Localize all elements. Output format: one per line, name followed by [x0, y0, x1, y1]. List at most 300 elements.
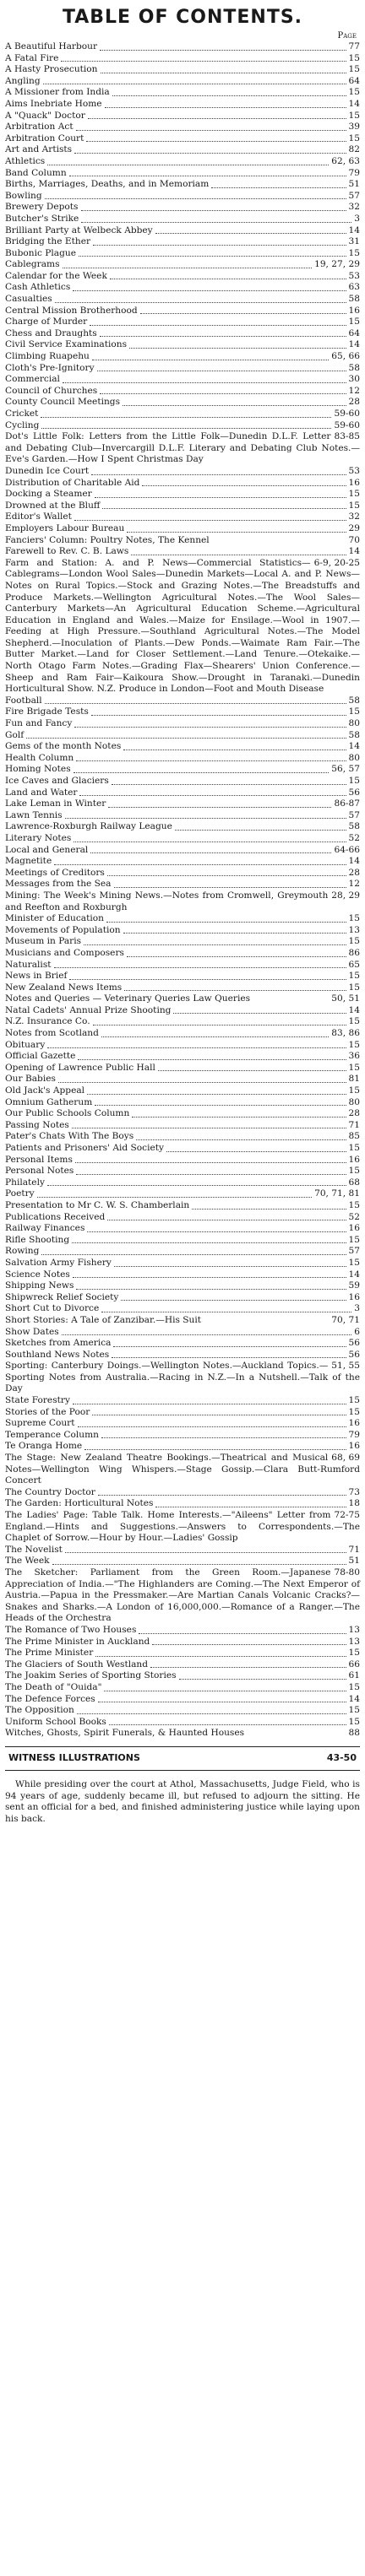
toc-entry-label: Naturalist — [5, 959, 52, 970]
toc-entry-label: Short Stories: A Tale of Zanzibar.—His Suit — [5, 1314, 201, 1325]
dot-leader — [54, 864, 346, 865]
toc-entry-label: County Council Meetings — [5, 397, 121, 408]
toc-entry-page: 57 — [348, 809, 360, 820]
toc-entry-label: Aims Inebriate Home — [5, 98, 102, 109]
toc-entry — [5, 1143, 360, 1155]
divider — [5, 1770, 360, 1771]
toc-entry-page: 14 — [348, 225, 360, 235]
toc-entry-page: 61 — [348, 1670, 360, 1681]
toc-entry-label: Casualties — [5, 294, 52, 305]
toc-entry — [5, 111, 360, 122]
toc-entry-page: 3 — [354, 213, 360, 224]
toc-entry-label: Witches, Ghosts, Spirit Funerals, & Haunted Houses — [5, 1728, 245, 1739]
dot-leader — [173, 1013, 346, 1014]
toc-entry-page: 15 — [348, 1648, 360, 1659]
dot-leader — [108, 807, 331, 808]
toc-entry-label: A Missioner from India — [5, 87, 110, 98]
toc-entry — [5, 133, 360, 145]
toc-entry-page: 28 — [348, 1108, 360, 1119]
toc-entry — [5, 1188, 360, 1200]
toc-entry-page: 63 — [348, 282, 360, 293]
toc-entry-label: Arbitration Act — [5, 122, 74, 133]
dot-leader — [91, 474, 346, 475]
dot-leader — [139, 1633, 346, 1634]
dot-leader — [78, 1426, 346, 1427]
dot-leader — [90, 325, 346, 326]
toc-entry-label: Art and Artists — [5, 144, 73, 155]
toc-entry-label: Cycling — [5, 419, 40, 430]
toc-entry — [5, 53, 360, 65]
toc-entry-page: 83-85 — [334, 431, 360, 442]
dot-leader — [106, 922, 346, 923]
dot-leader — [98, 1495, 346, 1496]
toc-entry-label: Notes and Queries — Veterinary Queries Law Queries — [5, 993, 251, 1004]
dot-leader — [112, 784, 346, 785]
toc-entry — [5, 993, 360, 1005]
dot-leader — [65, 1552, 346, 1553]
toc-entry — [5, 764, 360, 776]
dot-leader — [77, 1713, 346, 1714]
dot-leader — [101, 1437, 346, 1438]
toc-entry-label: Minister of Education — [5, 913, 104, 924]
toc-entry — [5, 397, 360, 409]
toc-entry — [5, 294, 360, 306]
toc-entry-page: 15 — [348, 706, 360, 717]
toc-entry — [5, 1441, 360, 1453]
toc-entry-label: The Country Doctor — [5, 1486, 95, 1497]
toc-entry — [5, 879, 360, 890]
toc-entry-page: 81 — [348, 1074, 360, 1085]
toc-entry-label: Cricket — [5, 409, 39, 419]
toc-entry-page: 86-87 — [334, 798, 360, 809]
toc-entry-page: 16 — [348, 305, 360, 316]
toc-entry-label: Personal Notes — [5, 1166, 74, 1177]
toc-entry-label: The Week — [5, 1556, 50, 1567]
toc-entry — [5, 489, 360, 501]
toc-entry-page: 14 — [348, 856, 360, 867]
toc-entry-page: 53 — [348, 270, 360, 281]
toc-entry-label: The Glaciers of South Westland — [5, 1659, 149, 1670]
toc-entry-label: Bubonic Plague — [5, 247, 76, 258]
toc-entry-page: 28 — [348, 867, 360, 878]
toc-entry-label: Dunedin Ice Court — [5, 465, 90, 476]
toc-entry-label: Drowned at the Bluff — [5, 500, 101, 511]
toc-entry — [5, 1040, 360, 1052]
dot-leader — [87, 1231, 346, 1232]
toc-entry-page: 65, 66 — [331, 351, 360, 362]
toc-entry — [5, 1556, 360, 1567]
toc-entry-page: 15 — [348, 500, 360, 511]
toc-entry-page: 73 — [348, 1486, 360, 1497]
dot-leader — [74, 520, 346, 521]
dot-leader — [74, 727, 346, 728]
toc-entry-page: 62, 63 — [331, 155, 360, 166]
toc-entry-page: 15 — [348, 247, 360, 258]
toc-entry-page: 15 — [348, 913, 360, 924]
dot-leader — [55, 302, 346, 303]
toc-entry — [5, 695, 360, 707]
toc-entry — [5, 1395, 360, 1407]
toc-entry-page: 15 — [348, 1016, 360, 1027]
toc-entry — [5, 1430, 360, 1442]
toc-entry-page: 86 — [348, 947, 360, 958]
toc-entry-label: Presentation to Mr C. W. S. Chamberlain — [5, 1199, 190, 1210]
toc-entry — [5, 478, 360, 490]
toc-entry-page: 14 — [348, 1004, 360, 1015]
toc-entry-label: A Beautiful Harbour — [5, 41, 98, 51]
toc-entry — [5, 1418, 360, 1430]
toc-entry — [5, 936, 360, 948]
toc-entry-label: Patients and Prisoners' Aid Society — [5, 1143, 164, 1153]
dot-leader — [192, 1209, 346, 1210]
toc-entry-label: Opening of Lawrence Public Hall — [5, 1062, 155, 1073]
toc-entry-label: N.Z. Insurance Co. — [5, 1016, 90, 1027]
dot-leader — [102, 508, 346, 509]
dot-leader — [132, 1117, 346, 1118]
toc-entry-label: Mining: The Week's Mining News.—Notes from Cromwell, Greymouth and Reefton and Roxburgh — [5, 890, 329, 912]
toc-entry-page: 15 — [348, 1039, 360, 1050]
toc-entry-label: Stories of the Poor — [5, 1406, 90, 1417]
toc-entry — [5, 202, 360, 214]
toc-entry-label: Angling — [5, 75, 41, 86]
toc-entry-label: Lake Leman in Winter — [5, 798, 106, 809]
dot-leader — [41, 428, 331, 429]
toc-entry — [5, 913, 360, 925]
divider — [5, 1746, 360, 1747]
dot-leader — [54, 967, 346, 968]
toc-entry-page: 28, 29 — [331, 890, 360, 901]
toc-entry-label: The Defence Forces — [5, 1693, 95, 1704]
toc-entry-page: 78-80 — [334, 1567, 360, 1578]
toc-entry — [5, 1235, 360, 1247]
toc-entry — [5, 431, 360, 466]
toc-entry-label: Messages from the Sea — [5, 879, 112, 890]
toc-entry-label: Philately — [5, 1177, 45, 1188]
toc-entry — [5, 948, 360, 960]
news-paragraph: While presiding over the court at Athol, Massachusetts, Judge Field, who is 94 years of age, suddenly became ill, but refused to adjourn the sitting. He sent an official for a bed, and finished administering justice while laying upon his back. — [5, 1778, 360, 1825]
toc-entry — [5, 1682, 360, 1694]
toc-entry-page: 12 — [348, 385, 360, 396]
toc-entry — [5, 971, 360, 982]
toc-entry-label: Distribution of Charitable Aid — [5, 477, 140, 488]
toc-entry — [5, 890, 360, 913]
toc-entry — [5, 214, 360, 225]
toc-entry-label: Passing Notes — [5, 1119, 69, 1130]
toc-entry — [5, 706, 360, 718]
toc-entry-label: The Prime Minister in Auckland — [5, 1636, 150, 1647]
toc-entry-page: 50, 51 — [331, 993, 360, 1004]
toc-entry-label: Land and Water — [5, 787, 78, 798]
toc-entry — [5, 501, 360, 512]
witness-label: WITNESS ILLUSTRATIONS — [8, 1751, 140, 1763]
toc-entry-label: The Garden: Horticultural Notes — [5, 1498, 154, 1509]
toc-entry-label: Shipwreck Relief Society — [5, 1291, 119, 1302]
toc-entry-page: 16 — [348, 1154, 360, 1165]
toc-entry — [5, 798, 360, 810]
toc-entry-label: Shipping News — [5, 1280, 74, 1291]
toc-entry — [5, 386, 360, 398]
toc-entry-label: Railway Finances — [5, 1223, 85, 1234]
toc-entry-page: 59 — [348, 1280, 360, 1291]
toc-entry — [5, 1005, 360, 1017]
toc-entry-page: 14 — [348, 1693, 360, 1704]
dot-leader — [45, 703, 346, 704]
toc-entry-page: 15 — [348, 64, 360, 75]
toc-entry — [5, 420, 360, 432]
toc-entry-page: 14 — [348, 741, 360, 752]
toc-entry — [5, 1670, 360, 1682]
witness-illustrations-entry — [5, 1752, 360, 1763]
toc-entry-label: Meetings of Creditors — [5, 867, 105, 878]
toc-entry-page: 82 — [348, 144, 360, 155]
toc-entry-page: 79 — [348, 1429, 360, 1440]
toc-entry-label: Calendar for the Week — [5, 270, 107, 281]
toc-entry — [5, 1350, 360, 1361]
toc-entry — [5, 1246, 360, 1258]
toc-entry — [5, 282, 360, 294]
toc-entry-label: Births, Marriages, Deaths, and in Memoriam — [5, 179, 210, 190]
toc-entry — [5, 328, 360, 340]
toc-entry — [5, 753, 360, 765]
toc-entry — [5, 1625, 360, 1637]
toc-entry-page: 57 — [348, 1246, 360, 1257]
toc-entry — [5, 306, 360, 317]
toc-entry — [5, 1016, 360, 1028]
toc-entry-page: 59-60 — [334, 409, 360, 419]
toc-entry-page: 15 — [348, 1257, 360, 1268]
toc-entry-label: Literary Notes — [5, 832, 72, 843]
toc-entry-label: Climbing Ruapehu — [5, 351, 90, 362]
toc-entry-label: Band Column — [5, 167, 67, 178]
toc-entry-page: 51 — [348, 179, 360, 190]
dot-leader — [37, 1197, 312, 1198]
toc-entry — [5, 868, 360, 879]
dot-leader — [121, 1300, 346, 1301]
toc-entry-label: New Zealand News Items — [5, 982, 123, 993]
toc-entry — [5, 558, 360, 695]
toc-entry-page: 6-9, 20-25 — [313, 557, 360, 568]
toc-entry — [5, 1097, 360, 1109]
toc-entry — [5, 1338, 360, 1350]
dot-leader — [175, 830, 346, 831]
toc-entry-page: 58 — [348, 695, 360, 706]
toc-entry — [5, 1361, 360, 1395]
dot-leader — [58, 1082, 346, 1083]
toc-entry — [5, 1407, 360, 1419]
dot-leader — [142, 485, 346, 486]
dot-leader — [52, 1564, 346, 1565]
toc-entry-label: Southland News Notes — [5, 1349, 110, 1360]
toc-entry — [5, 144, 360, 156]
contents-list — [5, 41, 360, 1740]
dot-leader — [91, 715, 346, 716]
toc-entry-page: 15 — [348, 1085, 360, 1096]
dot-leader — [152, 1644, 346, 1645]
dot-leader — [179, 1679, 346, 1680]
toc-entry-page: 15 — [348, 776, 360, 786]
dot-leader — [76, 1289, 346, 1290]
dot-leader — [166, 1151, 346, 1152]
toc-entry — [5, 1223, 360, 1235]
dot-leader — [114, 887, 346, 888]
dot-leader — [79, 795, 346, 796]
toc-entry-page: 80 — [348, 752, 360, 763]
toc-entry — [5, 1728, 360, 1740]
toc-entry-page: 15 — [348, 1143, 360, 1153]
toc-entry-page: 39 — [348, 122, 360, 133]
toc-entry-label: Salvation Army Fishery — [5, 1257, 112, 1268]
toc-entry-page: 19, 27, 29 — [314, 259, 360, 270]
toc-entry-label: Council of Churches — [5, 385, 98, 396]
toc-entry-label: The Joakim Series of Sporting Stories — [5, 1670, 177, 1681]
toc-entry-page: 16 — [348, 1441, 360, 1452]
toc-entry-page: 28 — [348, 397, 360, 408]
toc-entry-label: Chess and Draughts — [5, 327, 97, 338]
dot-leader — [100, 393, 346, 394]
toc-entry-label: Obituary — [5, 1039, 46, 1050]
dot-leader — [93, 1025, 346, 1026]
toc-entry-page: 30 — [348, 374, 360, 385]
page-column-header: Page — [337, 31, 357, 41]
toc-entry — [5, 1200, 360, 1212]
toc-entry — [5, 1177, 360, 1189]
toc-entry — [5, 409, 360, 420]
toc-entry — [5, 1063, 360, 1074]
dot-leader — [79, 256, 346, 257]
dot-leader — [47, 1047, 346, 1048]
toc-entry — [5, 1280, 360, 1292]
dot-leader — [127, 956, 346, 957]
toc-entry-label: Bridging the Ether — [5, 236, 91, 247]
toc-entry-label: Docking a Steamer — [5, 489, 92, 500]
dot-leader — [74, 153, 346, 154]
dot-leader — [75, 1162, 346, 1163]
dot-leader — [62, 1334, 352, 1335]
dot-leader — [86, 141, 346, 142]
toc-entry-label: Arbitration Court — [5, 133, 84, 143]
toc-entry-page: 3 — [354, 1303, 360, 1314]
toc-entry-page: 70, 71, 81 — [314, 1188, 360, 1199]
toc-entry-page: 13 — [348, 1624, 360, 1635]
dot-leader — [95, 1105, 346, 1106]
dot-leader — [93, 245, 346, 246]
dot-leader — [76, 130, 346, 131]
toc-entry-page: 66 — [348, 1659, 360, 1670]
dot-leader — [81, 210, 346, 211]
dot-leader — [158, 1070, 346, 1071]
dot-leader — [105, 107, 346, 108]
toc-entry-page: 79 — [348, 167, 360, 178]
toc-entry — [5, 1705, 360, 1717]
toc-entry-page: 70 — [348, 534, 360, 545]
toc-entry-label: Musicians and Composers — [5, 947, 124, 958]
dot-leader — [95, 497, 346, 498]
toc-entry-page: 15 — [348, 936, 360, 947]
dot-leader — [136, 1139, 346, 1140]
toc-entry-page: 70, 71 — [331, 1314, 360, 1325]
dot-leader — [211, 187, 346, 188]
dot-leader — [114, 1266, 346, 1267]
toc-entry-page: 14 — [348, 98, 360, 109]
toc-entry — [5, 1567, 360, 1625]
toc-entry — [5, 730, 360, 742]
dot-leader — [41, 417, 331, 418]
dot-leader — [123, 405, 346, 406]
dot-leader — [95, 1656, 346, 1657]
toc-entry-label: Homing Notes — [5, 764, 71, 775]
toc-entry-label: The Prime Minister — [5, 1648, 94, 1659]
toc-entry — [5, 271, 360, 283]
toc-entry-label: Sketches from America — [5, 1338, 112, 1349]
toc-entry — [5, 776, 360, 787]
toc-entry — [5, 1212, 360, 1224]
toc-entry — [5, 1659, 360, 1671]
toc-entry-page: 36 — [348, 1051, 360, 1062]
dot-leader — [72, 1242, 346, 1243]
toc-entry-page: 58 — [348, 362, 360, 373]
toc-entry — [5, 99, 360, 111]
toc-entry-label: Charge of Murder — [5, 317, 88, 327]
toc-entry — [5, 546, 360, 558]
toc-entry-page: 15 — [348, 1062, 360, 1073]
toc-entry-label: Lawrence-Roxburgh Railway League — [5, 821, 172, 832]
toc-entry-label: Cablegrams — [5, 259, 60, 270]
toc-entry-label: Our Babies — [5, 1074, 56, 1085]
toc-entry — [5, 156, 360, 168]
toc-entry-label: Farewell to Rev. C. B. Laws — [5, 546, 129, 557]
toc-entry — [5, 718, 360, 730]
toc-entry-label: Fire Brigade Tests — [5, 706, 89, 717]
dot-leader — [129, 348, 346, 349]
toc-entry-page: 56, 57 — [331, 764, 360, 775]
toc-entry-label: The Romance of Two Houses — [5, 1624, 137, 1635]
toc-entry-label: Official Gazette — [5, 1051, 76, 1062]
dot-leader — [73, 290, 346, 291]
dot-leader — [150, 1667, 346, 1668]
toc-entry — [5, 41, 360, 53]
toc-entry — [5, 225, 360, 237]
dot-leader — [155, 233, 346, 234]
toc-entry-page: 68 — [348, 1177, 360, 1188]
dot-leader — [127, 532, 346, 533]
toc-entry-page: 15 — [348, 110, 360, 121]
toc-entry-label: The Sketcher: Parliament from the Green Room.—Japanese Appreciation of India.—"The Highlanders are Coming.—The Next Emperor of Austria.—Papua in the Pressmaker.—Are Martian Canals Volcanic Cracks?—Snakes and Sharks.—A London of 16,000,000.—Romance of a Ranger.—The Heads of the Orchestra — [5, 1567, 360, 1624]
toc-entry-label: Employers Labour Bureau — [5, 522, 125, 533]
toc-entry — [5, 248, 360, 260]
toc-entry-label: Old Jack's Appeal — [5, 1085, 85, 1096]
dot-leader — [100, 50, 346, 51]
toc-entry-page: 12 — [348, 879, 360, 890]
toc-entry-page: 15 — [348, 1716, 360, 1727]
dot-leader — [101, 1036, 329, 1037]
dot-leader — [123, 933, 346, 934]
toc-entry — [5, 1545, 360, 1556]
toc-entry-label: Dot's Little Folk: Letters from the Little Folk—Dunedin D.L.F. Letter and Debating Club—Invercargill D.L.F. Literary and Debating Club Notes.—Eve's Garden.—How I Spent Christmas Day — [5, 431, 360, 465]
toc-entry — [5, 87, 360, 99]
toc-entry-label: State Forestry — [5, 1395, 70, 1406]
toc-entry-page: 31 — [348, 236, 360, 247]
toc-entry-label: Athletics — [5, 155, 46, 166]
dot-leader — [90, 852, 331, 853]
toc-entry-label: Our Public Schools Column — [5, 1108, 130, 1119]
toc-entry-page: 56 — [348, 787, 360, 798]
toc-entry-label: Show Dates — [5, 1326, 59, 1337]
dot-leader — [140, 313, 346, 314]
toc-entry-label: Lawn Tennis — [5, 809, 63, 820]
toc-entry — [5, 466, 360, 478]
toc-entry — [5, 1453, 360, 1487]
toc-entry — [5, 1166, 360, 1177]
